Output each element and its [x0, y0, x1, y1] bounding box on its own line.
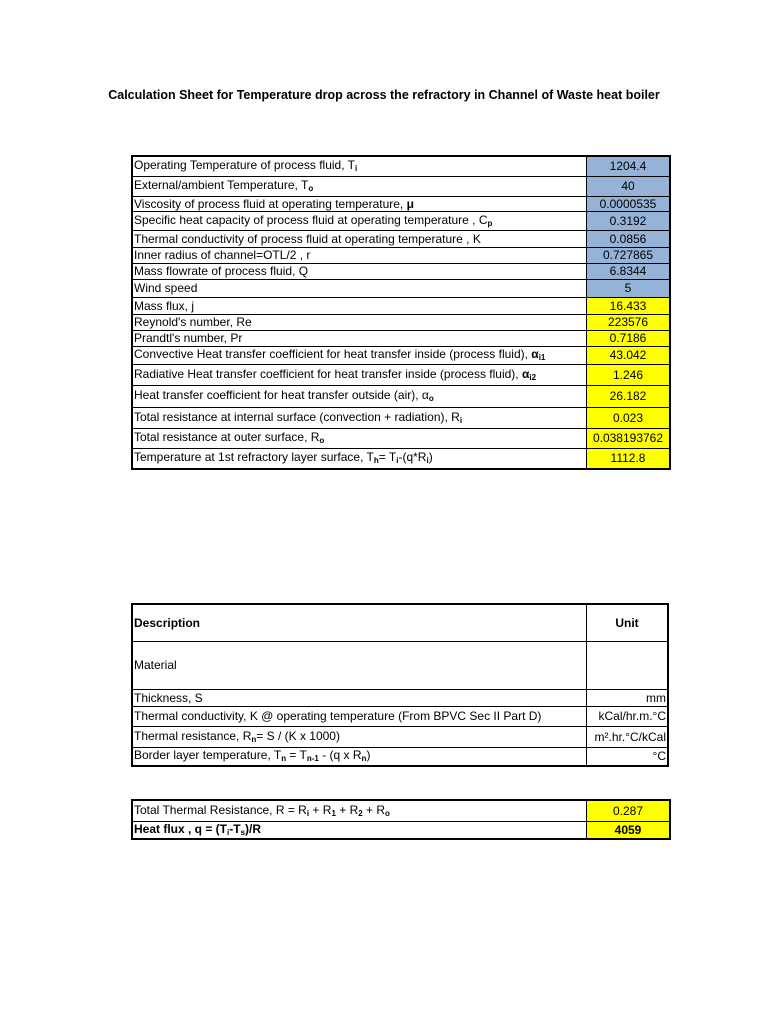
param-value-ambient-temperature: 40 — [587, 176, 671, 196]
layers-header-unit: Unit — [587, 604, 669, 641]
param-label-radiative-coefficient: Radiative Heat transfer coefficient for heat transfer inside (process fluid), $\alpha_{i2}$ — [132, 364, 587, 385]
param-value-outer-resistance: 0.038193762 — [587, 428, 671, 448]
param-label-reynolds-number: Reynold's number, Re — [132, 314, 587, 330]
param-value-convective-coefficient: 43.042 — [587, 346, 671, 364]
param-label-mass-flowrate: Mass flowrate of process fluid, Q — [132, 263, 587, 279]
summary-label-total-resistance: Total Thermal Resistance, $R = R_i + R_1 + R_2 + R_o$ — [132, 800, 587, 821]
layers-label-border-temperature: Border layer temperature, $T_n = T_{n-1} - (q$ x $R_n$) — [132, 747, 587, 766]
document-title: Calculation Sheet for Temperature drop across the refractory in Channel of Waste heat boiler — [108, 88, 660, 102]
param-value-internal-resistance: 0.023 — [587, 407, 671, 428]
summary-value-heat-flux: 4059 — [587, 821, 671, 839]
parameters-table — [131, 155, 671, 470]
param-label-inner-radius: Inner radius of channel=OTL/2 , r — [132, 247, 587, 263]
param-label-viscosity: Viscosity of process fluid at operating temperature, μ — [132, 196, 587, 211]
param-value-specific-heat: 0.3192 — [587, 211, 671, 230]
param-label-prandtl-number: Prandtl's number, Pr — [132, 330, 587, 346]
layers-label-thickness: Thickness, S — [132, 689, 587, 706]
summary-table — [131, 799, 671, 840]
layers-unit-resistance: m².hr.°C/kCal — [587, 726, 669, 747]
param-label-operating-temperature: Operating Temperature of process fluid, $T_i$ — [132, 156, 587, 176]
param-value-wind-speed: 5 — [587, 279, 671, 297]
layers-label-conductivity: Thermal conductivity, K @ operating temperature (From BPVC Sec II Part D) — [132, 706, 587, 726]
layers-label-material: Material — [132, 641, 587, 689]
param-value-operating-temperature: 1204.4 — [587, 156, 671, 176]
param-value-viscosity: 0.0000535 — [587, 196, 671, 211]
summary-value-total-resistance: 0.287 — [587, 800, 671, 821]
param-value-prandtl-number: 0.7186 — [587, 330, 671, 346]
layers-table — [131, 603, 669, 767]
param-label-convective-coefficient: Convective Heat transfer coefficient for heat transfer inside (process fluid), $\alpha_{i1}$ — [132, 346, 587, 364]
layers-unit-border-temperature: °C — [587, 747, 669, 766]
param-label-internal-resistance: Total resistance at internal surface (convection + radiation), $R_i$ — [132, 407, 587, 428]
param-value-radiative-coefficient: 1.246 — [587, 364, 671, 385]
layers-label-resistance: Thermal resistance, $R_n= S / (K$ x 1000) — [132, 726, 587, 747]
param-label-wind-speed: Wind speed — [132, 279, 587, 297]
param-value-layer-surface-temperature: 1112.8 — [587, 448, 671, 469]
param-label-outer-resistance: Total resistance at outer surface, $R_o$ — [132, 428, 587, 448]
layers-header-description: Description — [132, 604, 587, 641]
param-label-thermal-conductivity: Thermal conductivity of process fluid at operating temperature , K — [132, 230, 587, 247]
param-value-thermal-conductivity: 0.0856 — [587, 230, 671, 247]
param-label-mass-flux: Mass flux, j — [132, 297, 587, 314]
param-value-mass-flowrate: 6.8344 — [587, 263, 671, 279]
param-value-outside-coefficient: 26.182 — [587, 385, 671, 407]
param-label-ambient-temperature: External/ambient Temperature, $T_o$ — [132, 176, 587, 196]
summary-label-heat-flux: Heat flux , $q = (T_i-T_s)/R$ — [132, 821, 587, 839]
layers-unit-thickness: mm — [587, 689, 669, 706]
param-label-layer-surface-temperature: Temperature at 1st refractory layer surface, $T_h= T_i-(q*R_i)$ — [132, 448, 587, 469]
param-value-reynolds-number: 223576 — [587, 314, 671, 330]
param-label-specific-heat: Specific heat capacity of process fluid at operating temperature , $C_p$ — [132, 211, 587, 230]
param-value-mass-flux: 16.433 — [587, 297, 671, 314]
layers-unit-conductivity: kCal/hr.m.°C — [587, 706, 669, 726]
param-value-inner-radius: 0.727865 — [587, 247, 671, 263]
layers-unit-material — [587, 641, 669, 689]
param-label-outside-coefficient: Heat transfer coefficient for heat transfer outside (air), $\alpha_o$ — [132, 385, 587, 407]
